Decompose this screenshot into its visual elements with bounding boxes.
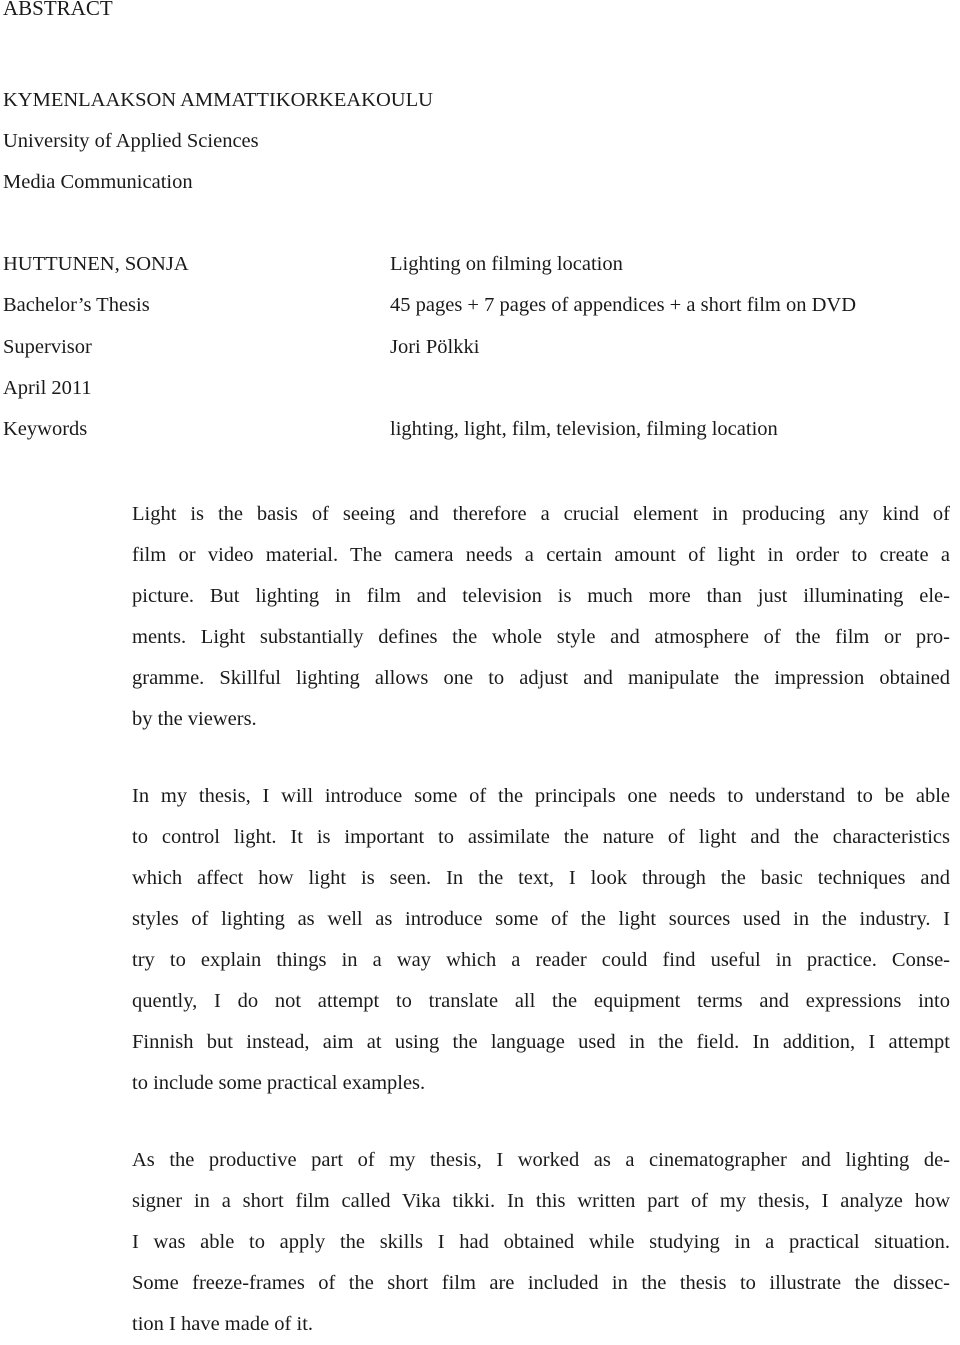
paragraph-line: In my thesis, I will introduce some of the principals one needs to understand to be able bbox=[132, 785, 950, 807]
date-label: April 2011 bbox=[3, 377, 92, 399]
page-count-value: 45 pages + 7 pages of appendices + a short film on DVD bbox=[390, 294, 857, 316]
paragraph-line: Finnish but instead, aim at using the language used in the field. In addition, I attempt bbox=[132, 1031, 950, 1053]
paragraph-line: try to explain things in a way which a reader could find useful in practice. Conse- bbox=[132, 949, 950, 971]
paragraph-line: ments. Light substantially defines the whole style and atmosphere of the film or pro- bbox=[132, 626, 950, 648]
department-name: Media Communication bbox=[3, 171, 193, 193]
paragraph-line: As the productive part of my thesis, I worked as a cinematographer and lighting de- bbox=[132, 1149, 950, 1171]
keywords-value: lighting, light, film, television, filming location bbox=[390, 418, 778, 440]
paragraph-line: gramme. Skillful lighting allows one to adjust and manipulate the impression obtained bbox=[132, 667, 950, 689]
paragraph-line: which affect how light is seen. In the text, I look through the basic techniques and bbox=[132, 867, 950, 889]
paragraph-line: I was able to apply the skills I had obtained while studying in a practical situation. bbox=[132, 1231, 950, 1253]
paragraph-line: to control light. It is important to assimilate the nature of light and the characteristics bbox=[132, 826, 950, 848]
paragraph-line: by the viewers. bbox=[132, 708, 257, 730]
thesis-title: Lighting on filming location bbox=[390, 253, 623, 275]
paragraph-line: Light is the basis of seeing and therefore a crucial element in producing any kind of bbox=[132, 503, 950, 525]
paragraph-line: quently, I do not attempt to translate all the equipment terms and expressions into bbox=[132, 990, 950, 1012]
author-name: HUTTUNEN, SONJA bbox=[3, 253, 189, 275]
institution-name: KYMENLAAKSON AMMATTIKORKEAKOULU bbox=[3, 89, 433, 111]
paragraph-line: to include some practical examples. bbox=[132, 1072, 426, 1094]
paragraph-line: film or video material. The camera needs a certain amount of light in order to create a bbox=[132, 544, 950, 566]
paragraph-line: styles of lighting as well as introduce some of the light sources used in the industry. I bbox=[132, 908, 950, 930]
paragraph-line: Some freeze-frames of the short film are included in the thesis to illustrate the dissec- bbox=[132, 1272, 950, 1294]
supervisor-label: Supervisor bbox=[3, 336, 92, 358]
page-title: ABSTRACT bbox=[3, 0, 113, 20]
paragraph-line: tion I have made of it. bbox=[132, 1313, 314, 1335]
paragraph-line: signer in a short film called Vika tikki. In this written part of my thesis, I analyze how bbox=[132, 1190, 950, 1212]
paragraph-line: picture. But lighting in film and television is much more than just illuminating ele- bbox=[132, 585, 950, 607]
keywords-label: Keywords bbox=[3, 418, 88, 440]
institution-subtitle: University of Applied Sciences bbox=[3, 130, 259, 152]
degree-type-label: Bachelor’s Thesis bbox=[3, 294, 150, 316]
supervisor-value: Jori Pölkki bbox=[390, 336, 480, 358]
